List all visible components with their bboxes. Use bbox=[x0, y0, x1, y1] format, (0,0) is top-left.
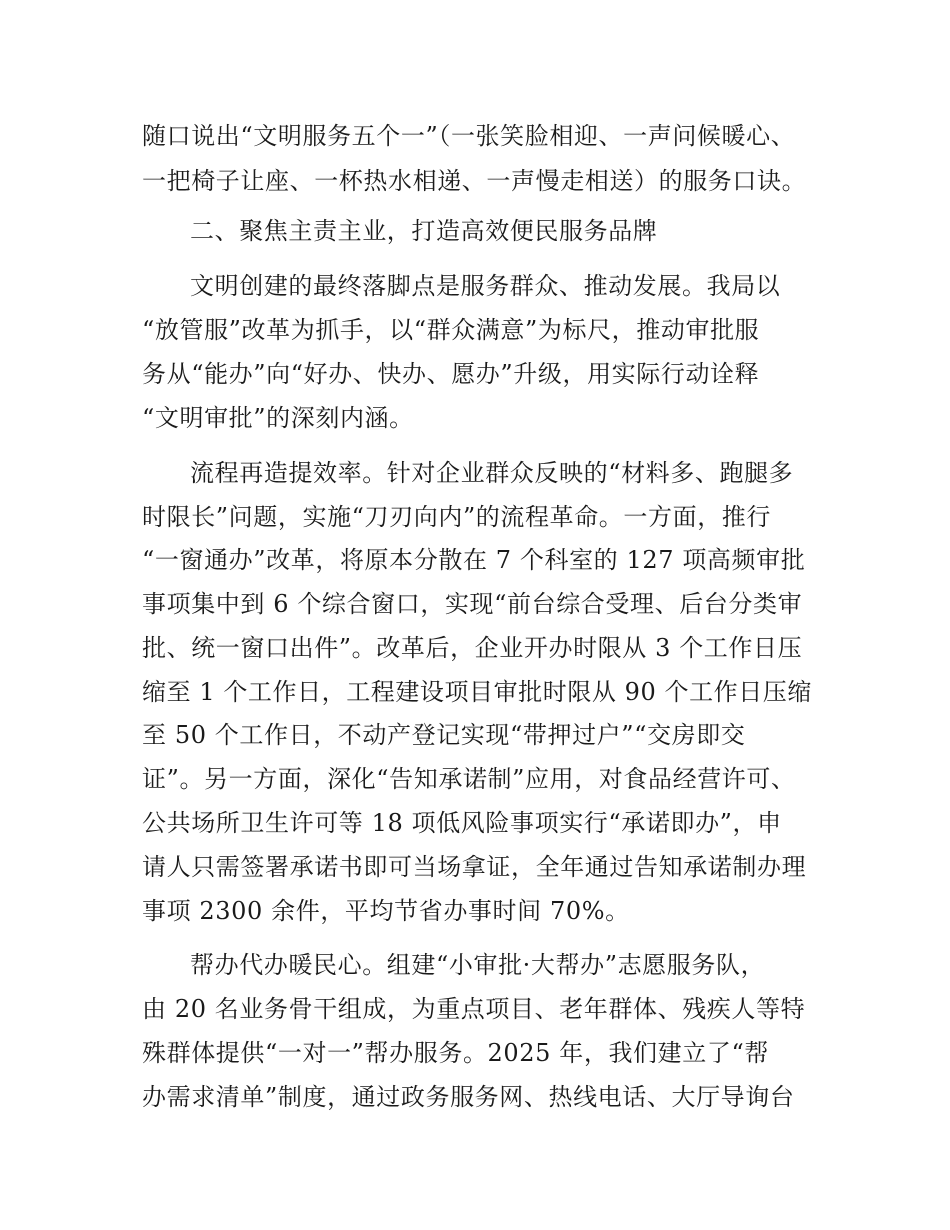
paragraph-line: 随口说出“文明服务五个一”（一张笑脸相迎、一声问候暖心、 bbox=[142, 122, 796, 150]
paragraph-line: 缩至 1 个工作日，工程建设项目审批时限从 90 个工作日压缩 bbox=[142, 678, 812, 706]
paragraph-line: 请人只需签署承诺书即可当场拿证，全年通过告知承诺制办理 bbox=[142, 853, 807, 881]
paragraph-line: 至 50 个工作日，不动产登记实现“带押过户”“交房即交 bbox=[142, 721, 746, 749]
paragraph-line: 事项集中到 6 个综合窗口，实现“前台综合受理、后台分类审 bbox=[142, 590, 803, 618]
paragraph-line: 公共场所卫生许可等 18 项低风险事项实行“承诺即办”，申 bbox=[142, 809, 782, 837]
paragraph-line: “文明审批”的深刻内涵。 bbox=[142, 404, 414, 432]
paragraph-line: 文明创建的最终落脚点是服务群众、推动发展。我局以 bbox=[190, 272, 781, 300]
paragraph-line: 帮办代办暖民心。组建“小审批·大帮办”志愿服务队， bbox=[190, 951, 766, 979]
paragraph-line: 批、统一窗口出件”。改革后，企业开办时限从 3 个工作日压 bbox=[142, 634, 803, 662]
paragraph-line: 证”。另一方面，深化“告知承诺制”应用，对食品经营许可、 bbox=[142, 765, 796, 793]
paragraph-line: 时限长”问题，实施“刀刃向内”的流程革命。一方面，推行 bbox=[142, 503, 772, 531]
paragraph-line: 殊群体提供“一对一”帮办服务。2025 年，我们建立了“帮 bbox=[142, 1039, 769, 1067]
section-heading: 二、聚焦主责主业，打造高效便民服务品牌 bbox=[190, 217, 658, 245]
paragraph-line: “放管服”改革为抓手，以“群众满意”为标尺，推动审批服 bbox=[142, 316, 760, 344]
paragraph-line: 事项 2300 余件，平均节省办事时间 70%。 bbox=[142, 897, 630, 925]
paragraph-line: 由 20 名业务骨干组成，为重点项目、老年群体、残疾人等特 bbox=[142, 995, 806, 1023]
paragraph-line: 办需求清单”制度，通过政务服务网、热线电话、大厅导询台 bbox=[142, 1083, 795, 1111]
paragraph-line: 流程再造提效率。针对企业群众反映的“材料多、跑腿多 bbox=[190, 459, 794, 487]
paragraph-line: 务从“能办”向“好办、快办、愿办”升级，用实际行动诠释 bbox=[142, 360, 760, 388]
paragraph-line: 一把椅子让座、一杯热水相递、一声慢走相送）的服务口诀。 bbox=[142, 167, 807, 195]
paragraph-line: “一窗通办”改革，将原本分散在 7 个科室的 127 项高频审批 bbox=[142, 546, 806, 574]
